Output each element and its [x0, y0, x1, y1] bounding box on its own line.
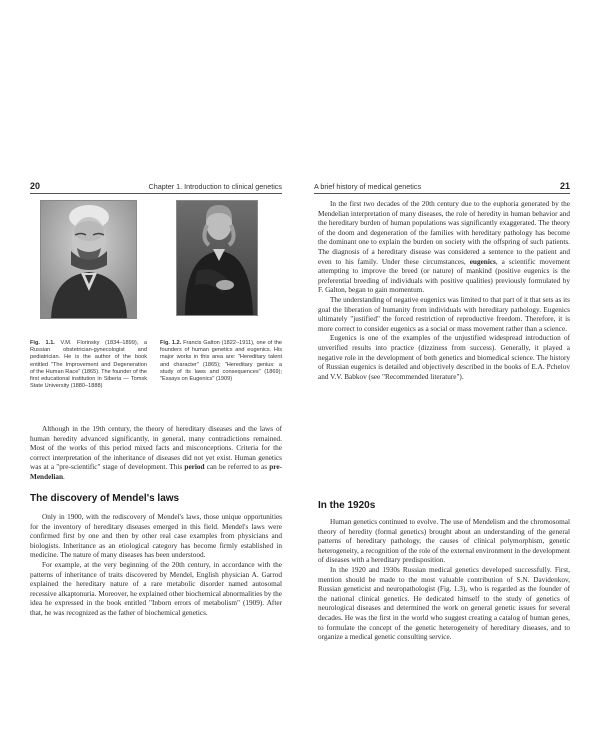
para1-mid: can be referred to as: [206, 463, 268, 472]
right-paragraph-1: [318, 200, 570, 296]
right-para1-a: In the first two decades of the 20th century due to the euphoria generated by the Mendelian interpretation of many diseases, the role of heredity in human behavior and the hereditary burden of human populations was significantly exaggerated. The theory of the doom and degeneration of the families with hereditary pathology has become the dominant one to explain the burden on society with the offspring of such patients. The diagnosis of a hereditary disease was considered a sentence to the patient and even to his family. Under these circumstances,: [318, 200, 570, 266]
figure-1-2-text: Francis Galton (1822–1911), one of the founders of human genetics and eugenics. His major works in this area are: "Hereditary talent and character" (1865); "Hereditary genius: a study of its laws and consequences" (1869); "Essays on Eugenics" (1909): [160, 340, 283, 383]
figure-1-2-label: Fig. 1.2.: [160, 340, 182, 346]
right-para1-b: , a scientific movement attempting to improve the breed (or nature) of mankind (positive eugenics is the preferential breeding of individuals with positive qualities) previously formulated by F. Galton, began to gain momentum.: [318, 257, 570, 295]
header-rule: [30, 193, 282, 194]
header-rule: [314, 193, 570, 194]
right-para1-bold-eugenics: eugenics: [469, 257, 496, 266]
right-paragraph-4: Human genetics continued to evolve. The use of Mendelism and the chromosomal theory of heredity (formal genetics) brought about an understanding of the general patterns of hereditary pathology, the causes of clinical polymorphism, genetic heterogeneity, a recognition of the role of the external environment in the development of diseases with a hereditary predisposition.: [318, 518, 570, 565]
right-paragraph-5: In the 1920 and 1930s Russian medical genetics developed successfully. First, mention should be made to the most valuable contribution of S.N. Davidenkov, Russian geneticist and neuropathologist (Fig. 1.3), who is regarded as the founder of the national clinical genetics. He dedicated himself to the study of genetics of neurological diseases and determined the work on general genetic issues for several decades. He was the first in the world who suggest creating a catalog of human genes, to formulate the concept of the genetic heterogeneity of hereditary diseases, and to organize a medical genetic consulting service.: [318, 565, 570, 642]
section-heading-1920s: In the 1920s: [318, 500, 376, 511]
running-title: A brief history of medical genetics: [314, 182, 422, 191]
para1-text: Although in the 19th century, the theory of hereditary diseases and the laws of human heredity advanced significantly, in general, many contradictions remained. Most of the works of this period mixed facts and misconceptions. Criteria for the correct interpretation of the inheritance of diseases did not yet exist. Human genetics was at a "pre-scientific" stage of development. This: [30, 425, 282, 472]
figure-portrait-florinsky: [40, 200, 137, 319]
page-number: 21: [559, 181, 570, 191]
para1-bold-period: period: [184, 463, 205, 472]
figure-portrait-galton: [176, 200, 258, 316]
page-number: 20: [30, 181, 41, 191]
portrait-galton-image: [177, 201, 257, 315]
running-title: Chapter 1. Introduction to clinical genetics: [148, 182, 282, 191]
right-paragraph-2: The understanding of negative eugenics was limited to that part of it that sets as its goal the liberation of humanity from individuals with hereditary pathology. Eugenics ultimately "justified" the forced restriction of reproductive freedom. Therefore, it is more correct to consider eugenics as a social or mass movement rather than a science.: [318, 295, 570, 333]
para1-bold-pre-mendelian: pre-Mendelian: [30, 463, 283, 481]
figure-1-1-caption: [30, 340, 147, 390]
left-paragraph-1: [30, 425, 282, 483]
para1-tail: .: [63, 472, 65, 481]
left-paragraphs-2-3: [30, 513, 282, 619]
figure-1-2-caption: [160, 340, 282, 383]
left-paragraph-2: Only in 1900, with the rediscovery of Mendel's laws, those unique opportunities for the inventory of hereditary diseases emerged in this field. Mendel's laws were confirmed first by one and then by other real case examples from physicians and biologists. Inheritance as an etiological category has become firmly established in medicine. The nature of many diseases has been understood.: [30, 513, 282, 560]
right-paragraph-3: Eugenics is one of the examples of the unjustified widespread introduction of unverified results into practice (dizziness from success). Generally, it played a negative role in the development of both genetics and biomedical science. The history of Russian eugenics is detailed and objectively described in the books of E.A. Pchelov and V.V. Babkov (see "Recommended literature").: [318, 334, 570, 381]
left-paragraph-3: For example, at the very beginning of the 20th century, in accordance with the patterns of inheritance of traits discovered by Mendel, English physician A. Garrod explained the hereditary nature of a rare metabolic disorder named autosomal recessive alkaptonuria. Moreover, he explained other biochemical abnormalities by the idea he expressed in the book entitled "Inborn errors of metabolism" (1909). After that, he was recognized as the father of biochemical genetics.: [30, 560, 282, 617]
right-page-header: [314, 178, 570, 192]
section-heading-mendel: The discovery of Mendel's laws: [30, 493, 180, 504]
right-paragraphs-4-5: [318, 518, 570, 643]
figure-1-1-text: V.M. Florinsky (1834–1899), a Russian obstetrician-gynecologist and pediatrician. He is the author of the book entitled "The Improvement and Degeneration of the Human Race" (1865). The founder of the first educational institution in Siberia — Tomsk State University (1880–1888): [30, 340, 147, 390]
left-page-header: [30, 178, 282, 192]
figure-1-1-label: Fig. 1.1.: [30, 340, 55, 346]
right-page: [300, 0, 600, 750]
right-paragraphs-1-3: [318, 200, 570, 382]
portrait-florinsky-image: [41, 201, 136, 318]
